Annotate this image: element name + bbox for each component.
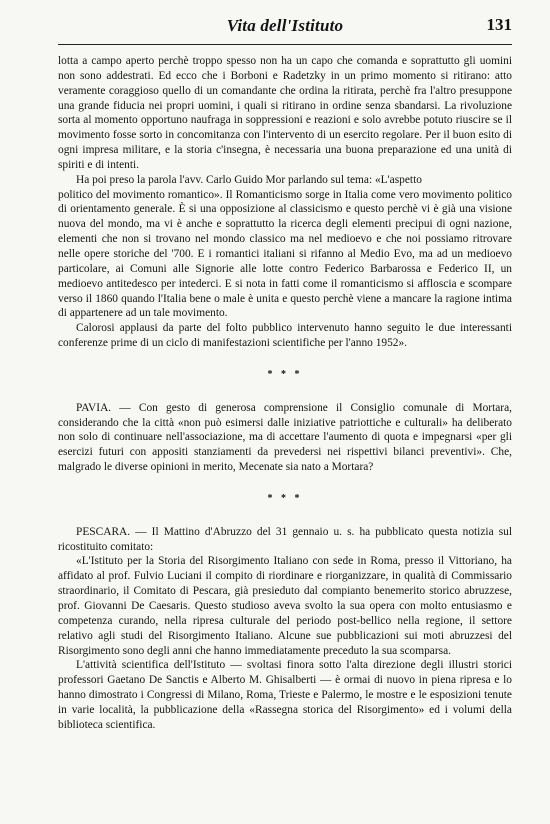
paragraph-attivita: L'attività scientifica dell'Istituto — svoltasi finora sotto l'alta direzione degli illustri storici professori Gaetano De Sanctis e Alberto M. Ghisalberti — è ormai di nuovo in piena ripresa e lo hanno dimostrato i Congressi di Milano, Roma, Trieste e Palermo, le mostre e le esposizioni tenute in varie località, la pubblicazione della «Rassegna storica del Risorgimento» ed i volumi della biblioteca scientifica. [58, 659, 512, 731]
running-title: Vita dell'Istituto [226, 16, 344, 35]
article-body [58, 54, 512, 733]
paragraph-militare: lotta a campo aperto perchè troppo spesso non ha un capo che comanda e soprattutto gli uomini non sono addestrati. Ed ecco che i Borboni e Radetzky in un primo momento si ritirano: atto veramente coraggioso quello di un comandante che ordina la ritirata, perchè fra l'altro presuppone una grande fiducia nei propri uomini, i quali si ritirano in ordine senza sbandarsi. La rivoluzione sorta al momento opportuno naufraga in soppressioni e reazioni e solo avrebbe potuto riuscire se il movimento fosse sorto in concomitanza con l'intervento di un esercito regolare. Per il buon esito di ogni impresa militare, e la storia c'insegna, è necessaria una buona preparazione ed una unità di spiriti e di intenti. [58, 55, 512, 171]
paragraph-pescara-intro: PESCARA. — Il Mattino d'Abruzzo del 31 gennaio u. s. ha pubblicato questa notizia sul ricostituito comitato: [58, 525, 512, 553]
paragraph-pavia: PAVIA. — Con gesto di generosa comprensione il Consiglio comunale di Mortara, considerando che la città «non può esimersi dalle iniziative patriottiche e culturali» ha deliberato non solo di continuare nell'associazione, ma di accettare l'aumento di quota e impegnarsi «per gli esercizi futuri con appositi stanziamenti da prevedersi nei rispettivi bilanci preventivi». Che, malgrado le diverse opinioni in merito, Mecenate sia nato a Mortara? [58, 401, 512, 474]
page-number: 131 [486, 15, 512, 34]
paragraph-romanticismo: politico del movimento romantico». Il Romanticismo sorge in Italia come vero movimento politico di orientamento generale. È si una opposizione al classicismo e questo perchè vi è già una visione nuova del mondo, ma vi è anche e soprattutto la ricerca degli elementi precipui di ogni nazione, elementi che non si trovano nel mondo classico ma nel medioevo e che noi possiamo ritrovare nelle opere storiche del '700. E i romantici italiani si rifanno al Medio Evo, ma ad un medioevo particolare, ai Comuni alle Signorie alle lotte contro Federico Barbarossa e Federico II, un medioevo antitedesco per intederci. E si nota in fatti come il romanticismo si affloscia e scompare verso il 1860 quando l'Italia bene o male è unita e questo perchè viene a mancare la ragione intima di appartenere ad un tale movimento. [58, 188, 512, 320]
section-separator: * * * [267, 492, 303, 504]
section-separator: * * * [267, 368, 303, 380]
page-header [58, 14, 512, 45]
paragraph-mor-intro: Ha poi preso la parola l'avv. Carlo Guido Mor parlando sul tema: «L'aspetto [76, 173, 422, 186]
paragraph-applausi: Calorosi applausi da parte del folto pubblico intervenuto hanno seguito le due interessanti conferenze prime di un ciclo di manifestazioni scientifiche per l'anno 1952». [58, 322, 512, 350]
paragraph-pescara-quote: «L'Istituto per la Storia del Risorgimento Italiano con sede in Roma, presso il Vittoriano, ha affidato al prof. Fulvio Luciani il compito di riordinare e riorganizzare, in qualità di Commissario straordinario, il Comitato di Pescara, già presieduto dal compianto benemerito storico abruzzese, prof. Giovanni De Caesaris. Questo studioso aveva svolto la sua opera con molto entusiasmo e competenza curando, nella ripresa culturale del periodo post-bellico nella regione, il settore relativo agli studi del Risorgimento Italiano. Alcune sue pubblicazioni sui moti abruzzesi del Risorgimento sono degli anni che hanno immediatamente preceduto la sua scomparsa. [58, 555, 512, 657]
